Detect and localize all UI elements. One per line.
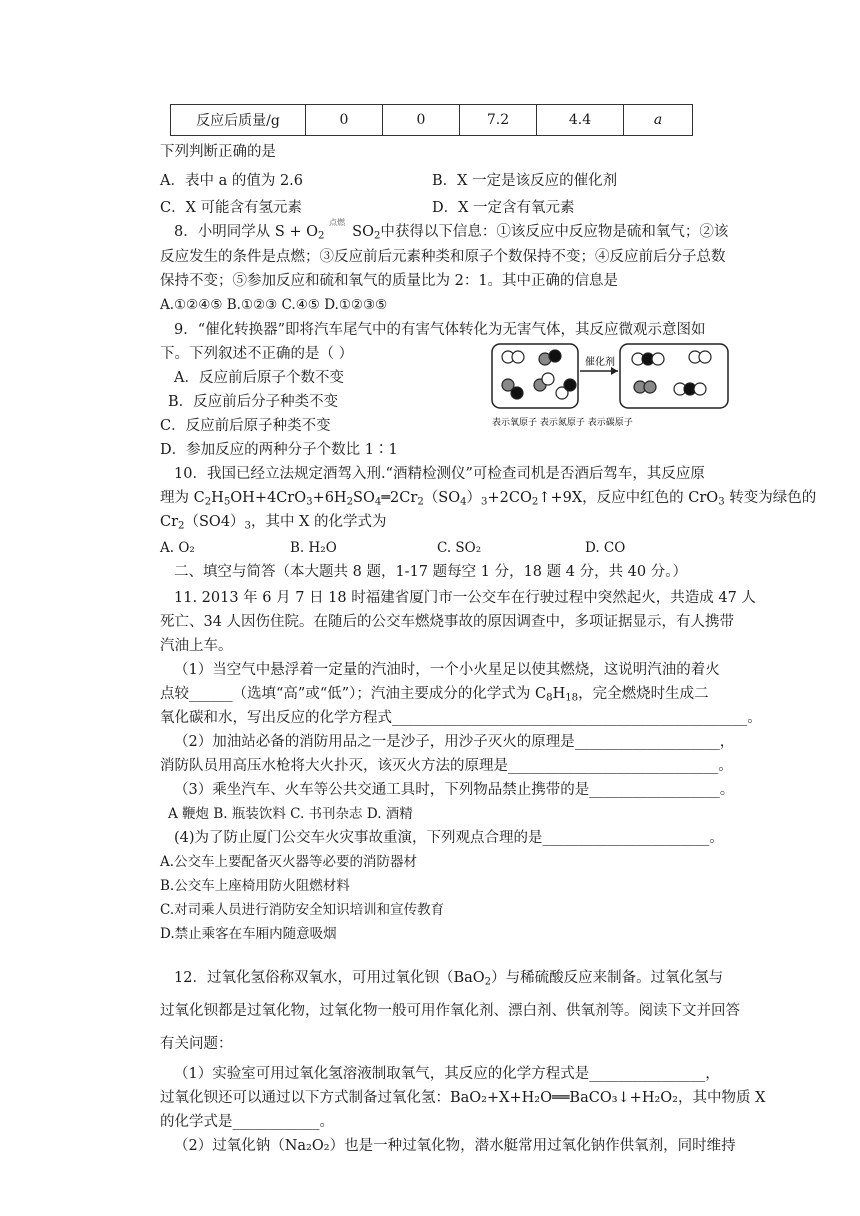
table-cell: a	[624, 105, 693, 136]
mass-table	[170, 104, 693, 136]
q9-option-a: A．反应前后原子个数不变	[174, 370, 344, 386]
q8-rest: 中获得以下信息：①该反应中反应物是硫和氧气；②该	[380, 224, 729, 240]
q7-option-a: A．表中 a 的值为 2.6	[160, 173, 304, 189]
q9-line2: 下。下列叙述不正确的是（ ）	[160, 346, 354, 362]
q11-p2-line2: 消防队员用高压水枪将大火扑灭，该灭火方法的原理是_____________________________。	[160, 758, 733, 774]
q8-reaction-arrow	[329, 218, 347, 242]
q10-option-d: D. CO	[585, 540, 626, 556]
q11-line2: 死亡、34 人因伤住院。在随后的公交车燃烧事故的原因调查中，多项证据显示，有人携带	[160, 614, 735, 630]
q12-line1: 12．过氧化氢俗称双氧水，可用过氧化钡（BaO$_2$）与稀硫酸反应来制备。过氧化氢与	[174, 970, 724, 988]
q12-p1-line1: （1）实验室可用过氧化氢溶液制取氧气，其反应的化学方程式是________________，	[174, 1066, 720, 1082]
q8-line2: 反应发生的条件是点燃；③反应前后元素种类和原子个数保持不变；④反应前后分子总数	[160, 249, 726, 265]
q9-option-c: C．反应前后原子种类不变	[160, 418, 331, 434]
q12-line2: 过氧化钡都是过氧化物，过氧化物一般可用作氧化剂、漂白剂、供氧剂等。阅读下文并回答	[160, 1003, 740, 1019]
section-heading: 二、填空与简答（本大题共 8 题，1-17 题每空 1 分，18 题 4 分，共 40 分。）	[174, 564, 687, 580]
q9-option-b: B．反应前后分子种类不变	[168, 394, 339, 410]
q10-line1: 10．我国已经立法规定酒驾入刑.“酒精检测仪”可检查司机是否酒后驾车，其反应原	[174, 466, 705, 482]
table-cell: 0	[383, 105, 460, 136]
q8-condition: 点燃	[329, 218, 346, 227]
q10-line2: 理为 $C_2H_5OH+4CrO_3+6H_2SO_4═2Cr_2(SO_4)_3+2CO_2↑+9X$，反应中红色的 CrO$_3$ 转变为绿色的	[160, 490, 817, 508]
q10-option-c: C. SO₂	[437, 540, 482, 556]
q11-p4-option-d: D.禁止乘客在车厢内随意吸烟	[160, 926, 337, 942]
q7-option-d: D．X 一定含有氧元素	[432, 200, 575, 216]
q11-line1: 11. 2013 年 6 月 7 日 18 时福建省厦门市一公交车在行驶过程中突然起火，共造成 47 人	[174, 590, 756, 606]
q11-p1-line3: 氧化碳和水，写出反应的化学方程式_________________________________________________。	[160, 710, 762, 726]
q12-line3: 有关问题：	[160, 1036, 233, 1052]
q9-option-d: D．参加反应的两种分子个数比 1∶1	[160, 442, 398, 458]
table-row-label: 反应后质量/g	[171, 105, 306, 136]
q8-options: A.①②④⑤ B.①②③ C.④⑤ D.①②③⑤	[160, 297, 388, 313]
q10-option-a: A. O₂	[160, 540, 195, 556]
catalyst-label: 催化剂	[585, 357, 615, 368]
q8-lead: 8．小明同学从 S + O	[174, 224, 319, 240]
q7-option-b: B．X 一定是该反应的催化剂	[432, 173, 618, 189]
q9-line1: 9．“催化转换器”即将汽车尾气中的有害气体转化为无害气体，其反应微观示意图如	[174, 322, 706, 338]
q11-p4-line1: (4)为了防止厦门公交车火灾事故重演，下列观点合理的是_______________________。	[174, 830, 724, 846]
q10-line3: $Cr_2(SO4)_3$，其中 X 的化学式为	[160, 514, 387, 532]
q11-p3-line1: （3）乘坐汽车、火车等公共交通工具时，下列物品禁止携带的是__________________。	[174, 782, 735, 798]
q12-p1-line3: 的化学式是____________。	[160, 1114, 334, 1130]
q11-p4-option-a: A.公交车上要配备灭火器等必要的消防器材	[160, 854, 418, 870]
q7-option-c: C．X 可能含有氢元素	[160, 200, 303, 216]
reaction-microscopic-diagram	[490, 341, 740, 431]
q11-p1-line2: 点较______（选填“高”或“低”）；汽油主要成分的化学式为 $C_8H_{18}$，完全燃烧时生成二	[160, 686, 709, 704]
q11-p1-line1: （1）当空气中悬浮着一定量的汽油时，一个小火星足以使其燃烧，这说明汽油的着火	[174, 662, 720, 678]
q11-p4-option-c: C.对司乘人员进行消防安全知识培训和宣传教育	[160, 902, 445, 918]
q8-line1: 8．小明同学从 $S + O_2$ 点燃 $SO_2$中获得以下信息：①该反应中反应物是硫和氧气；②该	[174, 222, 728, 242]
table-row	[171, 105, 693, 136]
diagram-legend: 表示氧原子 表示氮原子 表示碳原子	[492, 418, 633, 428]
q8-product: SO	[352, 224, 374, 240]
table-cell: 4.4	[537, 105, 624, 136]
q11-p2-line1: （2）加油站必备的消防用品之一是沙子，用沙子灭火的原理是____________________，	[174, 734, 735, 750]
q8-line3: 保持不变；⑤参加反应和硫和氧气的质量比为 2：1。其中正确的信息是	[160, 273, 619, 289]
table-cell: 0	[306, 105, 383, 136]
q11-p4-option-b: B.公交车上座椅用防火阻燃材料	[160, 878, 350, 894]
q10-option-b: B. H₂O	[290, 540, 337, 556]
q11-line3: 汽油上车。	[160, 638, 233, 654]
q12-p1-line2: 过氧化钡还可以通过以下方式制备过氧化氢：BaO₂+X+H₂O══BaCO₃↓+H₂O₂，其中物质 X	[160, 1090, 766, 1106]
q12-p2-line1: （2）过氧化钠（Na₂O₂）也是一种过氧化物，潜水艇常用过氧化钠作供氧剂，同时维持	[174, 1138, 736, 1154]
table-cell: 7.2	[460, 105, 537, 136]
q11-p3-options: A 鞭炮 B. 瓶装饮料 C. 书刊杂志 D. 酒精	[168, 806, 413, 822]
q7-prompt: 下列判断正确的是	[160, 144, 276, 160]
